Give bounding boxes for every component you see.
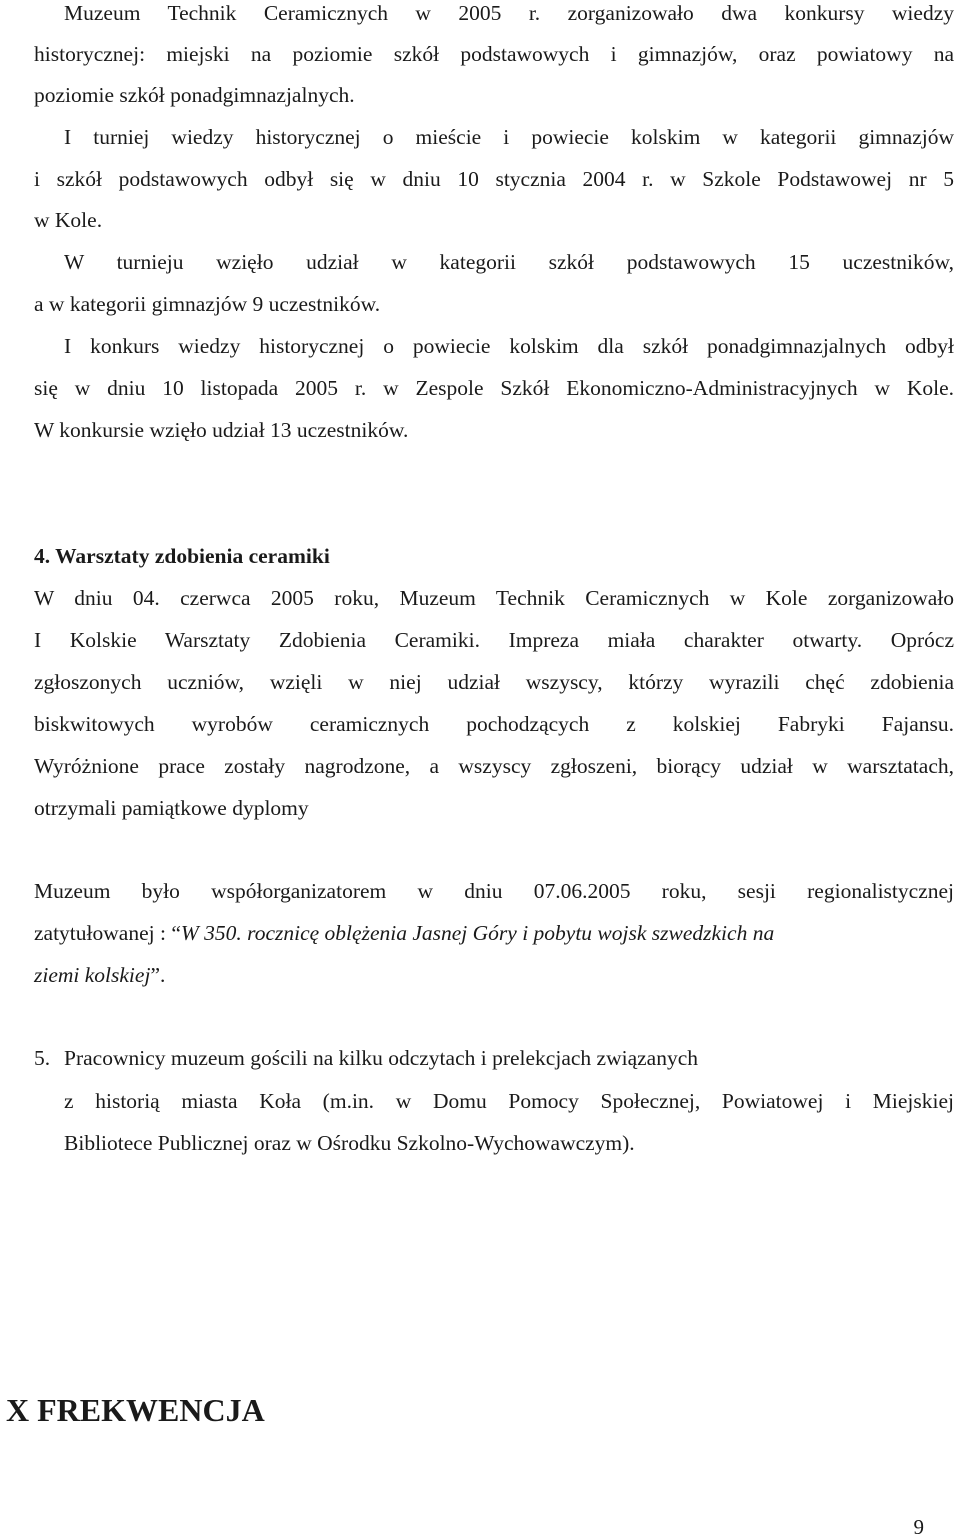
- text-line: [34, 962, 954, 988]
- text-line: Bibliotece Publicznej oraz w Ośrodku Szkolno-Wychowawczym).: [64, 1131, 635, 1155]
- text-line: i szkół podstawowych odbył się w dniu 10 stycznia 2004 r. w Szkole Podstawowej nr 5: [34, 167, 954, 191]
- text-line: z historią miasta Koła (m.in. w Domu Pomocy Społecznej, Powiatowej i Miejskiej: [64, 1089, 954, 1113]
- chapter-heading: X FREKWENCJA: [6, 1392, 265, 1428]
- text-line: Muzeum było współorganizatorem w dniu 07.06.2005 roku, sesji regionalistycznej: [34, 879, 954, 903]
- text-line: a w kategorii gimnazjów 9 uczestników.: [34, 292, 381, 316]
- text-line: zgłoszonych uczniów, wzięli w niej udział wszyscy, którzy wyrazili chęć zdobienia: [34, 670, 954, 694]
- text-line: poziomie szkół ponadgimnazjalnych.: [34, 83, 355, 107]
- section-heading: 4. Warsztaty zdobienia ceramiki: [34, 544, 330, 568]
- text-span: ”.: [150, 963, 166, 987]
- session-title: ziemi kolskiej: [34, 963, 151, 987]
- text-line: I turniej wiedzy historycznej o mieście i powiecie kolskim w kategorii gimnazjów: [64, 125, 954, 149]
- text-line: I Kolskie Warsztaty Zdobienia Ceramiki. Impreza miała charakter otwarty. Oprócz: [34, 628, 954, 652]
- text-line: w Kole.: [34, 208, 103, 232]
- text-line: W dniu 04. czerwca 2005 roku, Muzeum Technik Ceramicznych w Kole zorganizowało: [34, 586, 954, 610]
- text-line: Pracownicy muzeum gościli na kilku odczytach i prelekcjach związanych: [64, 1046, 698, 1070]
- text-line: Muzeum Technik Ceramicznych w 2005 r. zorganizowało dwa konkursy wiedzy: [64, 1, 954, 25]
- text-line: biskwitowych wyrobów ceramicznych pochodzących z kolskiej Fabryki Fajansu.: [34, 712, 954, 736]
- text-line: otrzymali pamiątkowe dyplomy: [34, 796, 309, 820]
- page-number: 9: [913, 1515, 924, 1539]
- text-line: W turnieju wzięło udział w kategorii szkół podstawowych 15 uczestników,: [64, 250, 954, 274]
- text-span: zatytułowanej : “: [34, 921, 181, 945]
- text-line: W konkursie wzięło udział 13 uczestników.: [34, 418, 409, 442]
- text-line: I konkurs wiedzy historycznej o powiecie kolskim dla szkół ponadgimnazjalnych odbył: [64, 334, 954, 358]
- text-line: się w dniu 10 listopada 2005 r. w Zespole Szkół Ekonomiczno-Administracyjnych w Kole.: [34, 376, 954, 400]
- text-line: [34, 920, 954, 946]
- session-title: W 350. rocznicę oblężenia Jasnej Góry i pobytu wojsk szwedzkich na: [180, 921, 775, 945]
- list-number: 5.: [34, 1046, 51, 1070]
- text-line: Wyróżnione prace zostały nagrodzone, a wszyscy zgłoszeni, biorący udział w warsztatach,: [34, 754, 954, 778]
- text-line: historycznej: miejski na poziomie szkół podstawowych i gimnazjów, oraz powiatowy na: [34, 42, 954, 66]
